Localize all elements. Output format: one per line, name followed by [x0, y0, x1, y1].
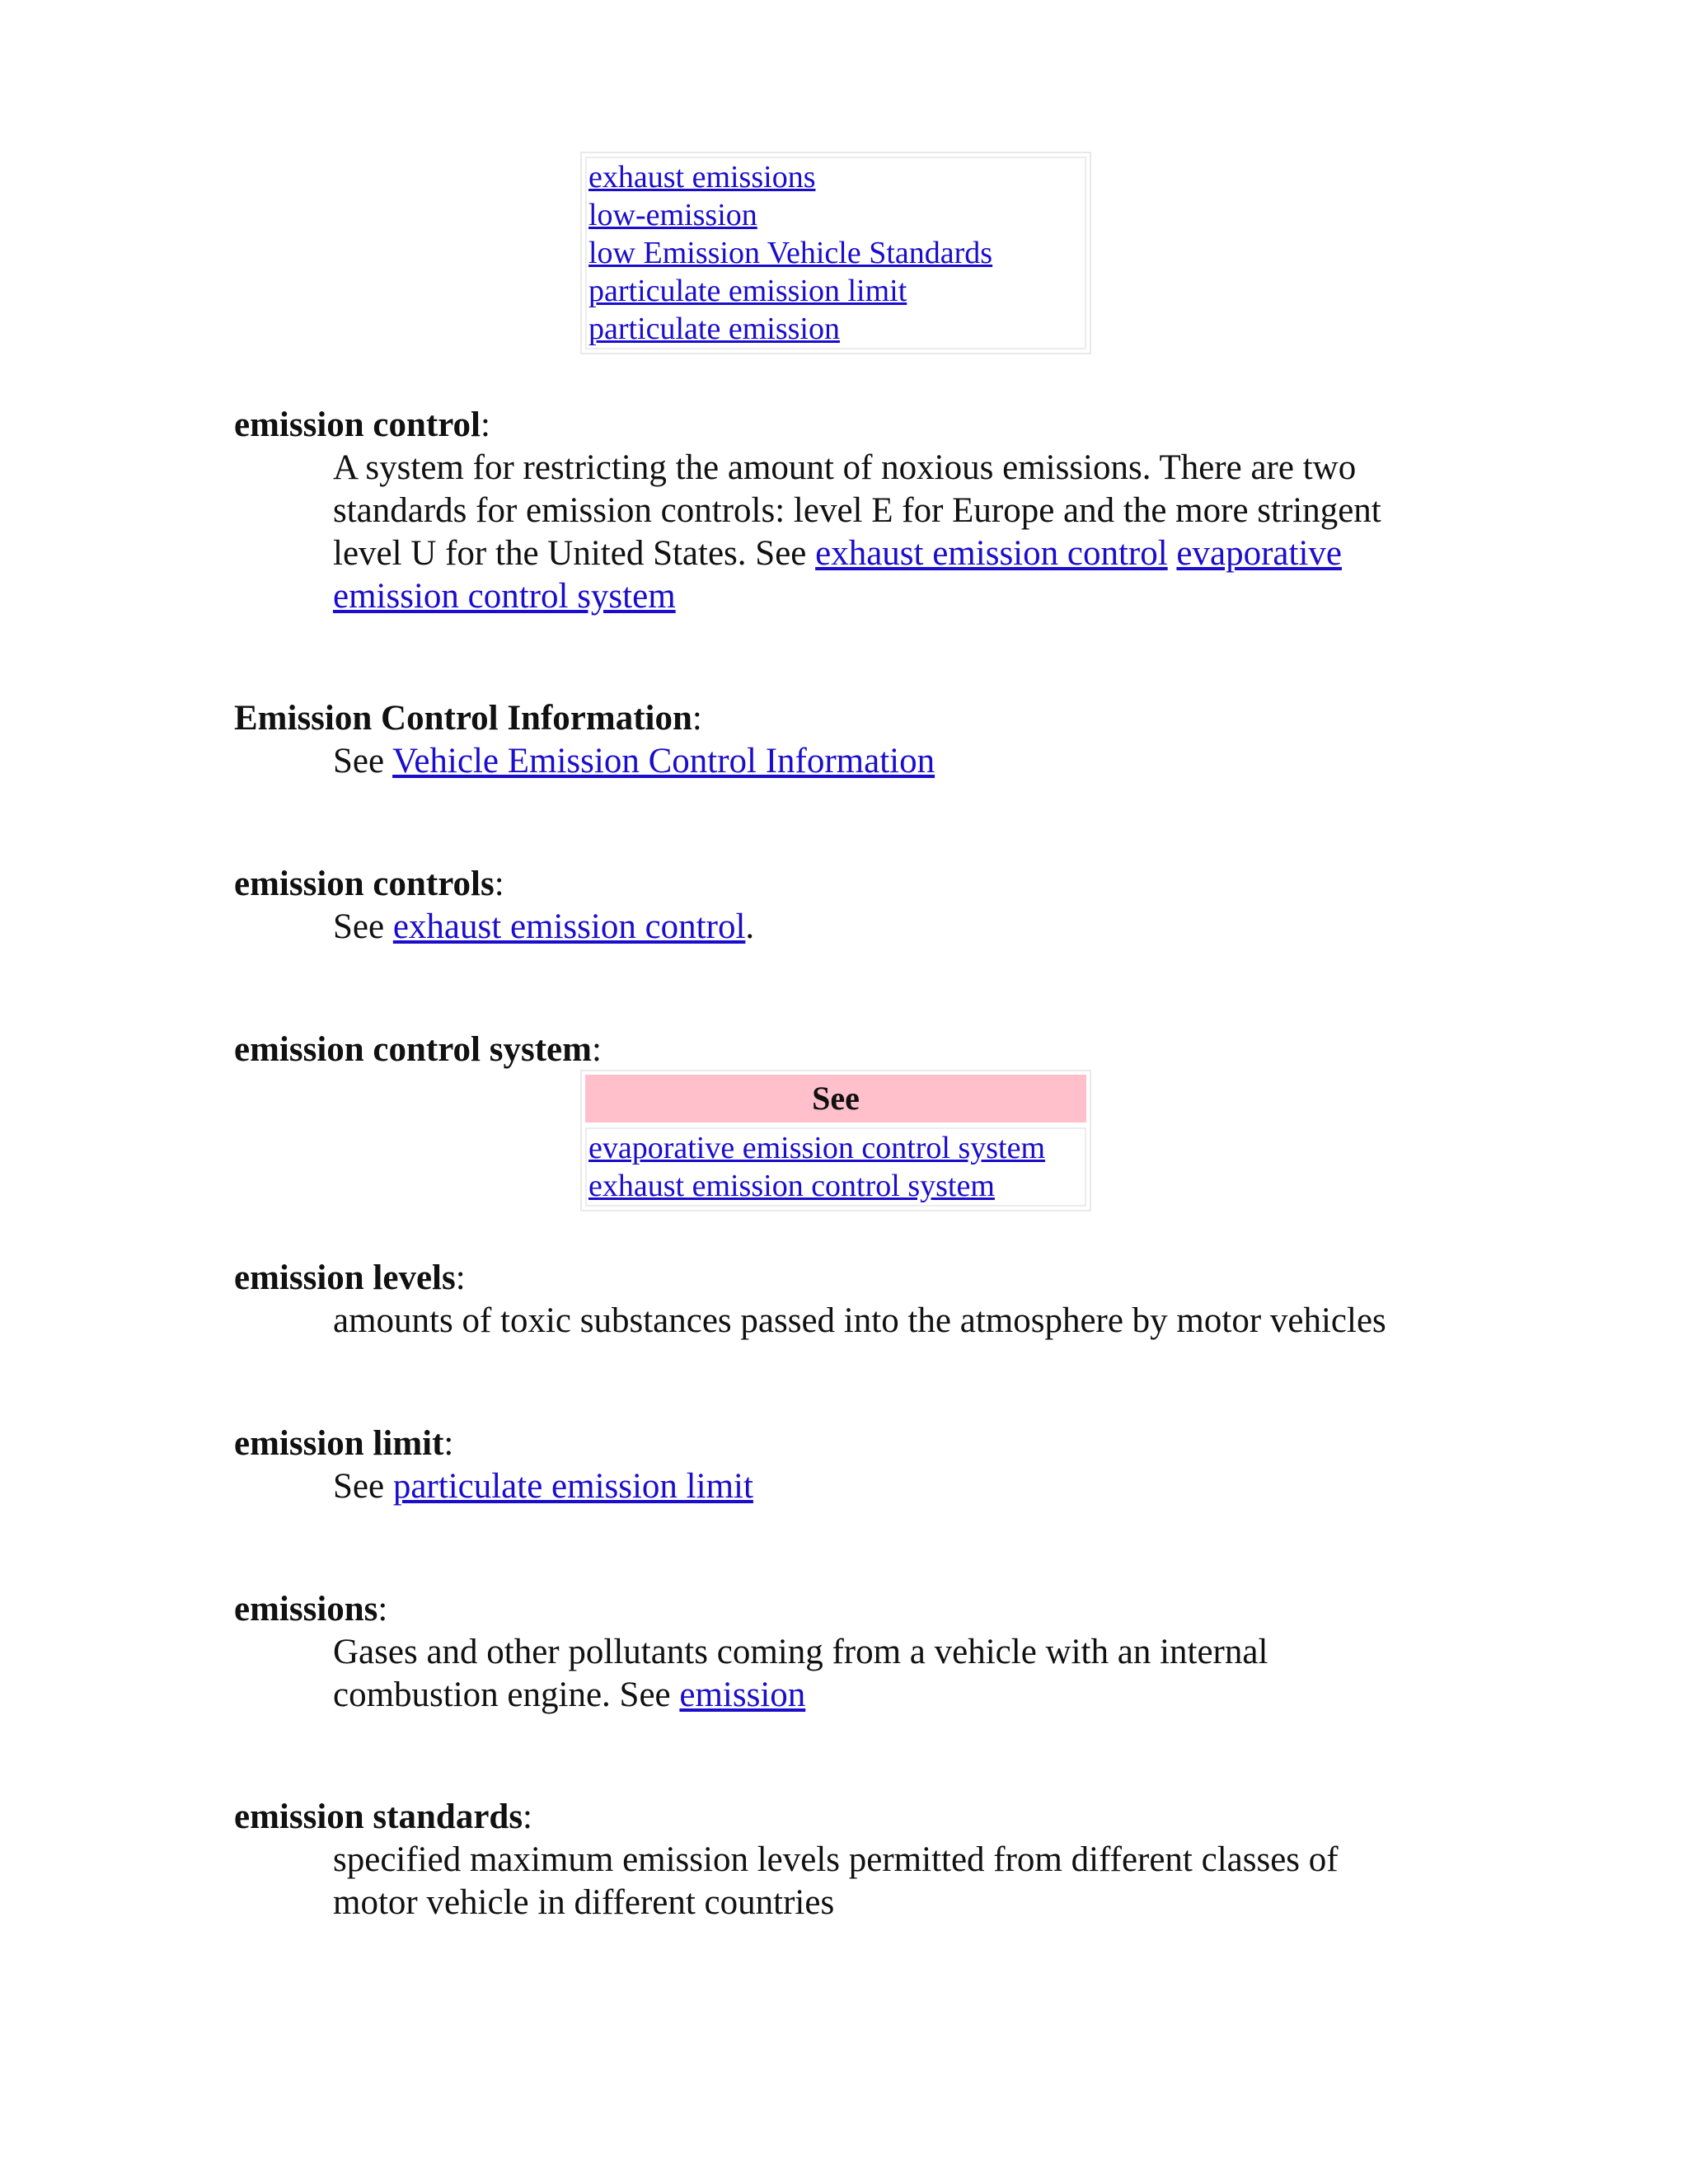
entry-definition: amounts of toxic substances passed into the atmosphere by motor vehicles: [333, 1301, 1386, 1340]
entry-emission-standards: [234, 1796, 1470, 1924]
entry-emission-controls: [234, 863, 1470, 949]
entry-emissions: [234, 1588, 1470, 1717]
link-exhaust-emissions[interactable]: exhaust emissions: [588, 160, 816, 194]
entry-definition: Gases and other pollutants coming from a vehicle with an internal combustion engine. See emission: [333, 1633, 1268, 1714]
entry-term: emission controls:: [234, 865, 504, 903]
entry-emission-levels: [234, 1257, 1470, 1343]
entry-definition: A system for restricting the amount of noxious emissions. There are two standards for emission controls: level E for Europe and the more stringent level U for the United States. See exhaust emission control evaporative emission control system: [333, 448, 1381, 616]
see-also-box-links: [585, 1127, 1086, 1207]
entry-emission-control-system: [234, 1029, 1470, 1071]
link-exhaust-emission-control[interactable]: exhaust emission control: [815, 534, 1168, 573]
entry-emission-control-information: [234, 697, 1470, 783]
see-also-box-emission-control-system: [580, 1070, 1091, 1212]
link-particulate-emission[interactable]: particulate emission: [588, 312, 840, 346]
link-low-emission-vehicle-standards[interactable]: low Emission Vehicle Standards: [588, 236, 993, 270]
entry-definition: See exhaust emission control.: [333, 907, 755, 946]
see-also-box-top: [580, 152, 1091, 354]
link-emission[interactable]: emission: [679, 1675, 806, 1714]
entry-definition: See Vehicle Emission Control Information: [333, 742, 935, 780]
link-evaporative-emission-control-system[interactable]: evaporative emission control system: [333, 534, 1342, 616]
link-particulate-emission-limit[interactable]: particulate emission limit: [588, 274, 907, 308]
entry-term: emission control:: [234, 405, 490, 444]
entry-term: Emission Control Information:: [234, 699, 702, 738]
entry-emission-control: [234, 404, 1470, 618]
link-evaporative-emission-control-system[interactable]: evaporative emission control system: [588, 1131, 1046, 1165]
link-low-emission[interactable]: low-emission: [588, 198, 757, 232]
link-exhaust-emission-control-system[interactable]: exhaust emission control system: [588, 1169, 995, 1203]
entry-definition: See particulate emission limit: [333, 1467, 753, 1506]
entry-term: emission levels:: [234, 1258, 466, 1297]
entry-emission-limit: [234, 1422, 1470, 1508]
entry-definition: specified maximum emission levels permitted from different classes of motor vehicle in different countries: [333, 1840, 1339, 1922]
entry-term: emissions:: [234, 1590, 388, 1629]
link-vehicle-emission-control-information[interactable]: Vehicle Emission Control Information: [392, 742, 935, 780]
see-also-box-links: [585, 157, 1086, 349]
entry-term: emission control system:: [234, 1030, 602, 1069]
entry-term: emission standards:: [234, 1797, 532, 1836]
link-exhaust-emission-control[interactable]: exhaust emission control: [392, 907, 746, 946]
link-particulate-emission-limit[interactable]: particulate emission limit: [392, 1467, 753, 1506]
entry-term: emission limit:: [234, 1424, 454, 1463]
see-box-header: See: [585, 1075, 1086, 1122]
